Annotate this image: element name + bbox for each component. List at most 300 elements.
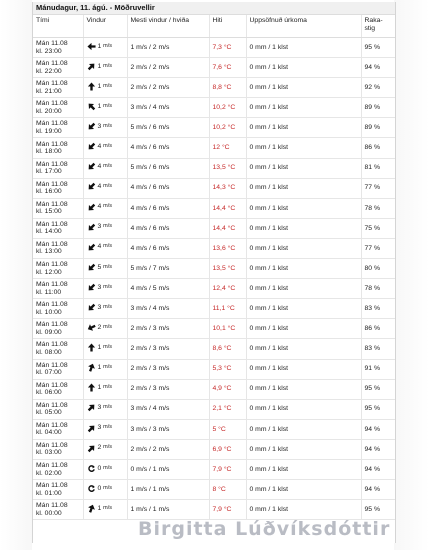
precipitation-cell: 0 mm / 1 klst <box>246 118 361 138</box>
humidity-cell: 86 % <box>361 138 395 158</box>
precipitation-cell: 0 mm / 1 klst <box>246 480 361 500</box>
table-header-row <box>33 15 395 38</box>
temperature-cell: 13,5 °C <box>209 259 246 279</box>
table-row <box>33 98 395 118</box>
humidity-cell: 95 % <box>361 399 395 419</box>
wind-speed: 1 <box>97 504 102 512</box>
wind-direction-arrow-icon <box>87 383 96 392</box>
precipitation-cell: 0 mm / 1 klst <box>246 339 361 359</box>
temperature-cell: 10,1 °C <box>209 319 246 339</box>
temperature-cell: 7,9 °C <box>209 500 246 520</box>
temperature-cell: 13,6 °C <box>209 238 246 258</box>
wind-direction-arrow-icon <box>87 122 96 131</box>
temperature-cell: 4,9 °C <box>209 379 246 399</box>
gust-cell: 5 m/s / 6 m/s <box>127 118 209 138</box>
humidity-cell: 81 % <box>361 158 395 178</box>
humidity-cell: 89 % <box>361 98 395 118</box>
wind-unit: m/s <box>103 424 113 431</box>
table-row <box>33 178 395 198</box>
gust-cell: 1 m/s / 1 m/s <box>127 480 209 500</box>
precipitation-cell: 0 mm / 1 klst <box>246 359 361 379</box>
table-row <box>33 459 395 479</box>
time-cell <box>33 279 83 299</box>
gust-cell: 2 m/s / 2 m/s <box>127 439 209 459</box>
precipitation-cell: 0 mm / 1 klst <box>246 379 361 399</box>
humidity-cell: 94 % <box>361 480 395 500</box>
gust-cell: 4 m/s / 6 m/s <box>127 218 209 238</box>
table-row <box>33 38 395 58</box>
time-cell <box>33 138 83 158</box>
wind-direction-arrow-icon <box>87 203 96 212</box>
wind-unit: m/s <box>103 223 113 230</box>
time-cell <box>33 379 83 399</box>
wind-unit: m/s <box>103 484 113 491</box>
col-header-time: Tími <box>33 15 83 38</box>
wind-cell <box>83 138 127 158</box>
precipitation-cell: 0 mm / 1 klst <box>246 158 361 178</box>
wind-unit: m/s <box>103 444 113 451</box>
row-time: kl. 02:00 <box>36 469 62 477</box>
row-time: kl. 20:00 <box>36 107 62 115</box>
row-date: Mán 11.08 <box>36 361 68 369</box>
wind-direction-arrow-icon <box>87 243 96 252</box>
row-date: Mán 11.08 <box>36 321 68 329</box>
wind-speed: 4 <box>97 243 102 251</box>
humidity-cell: 80 % <box>361 259 395 279</box>
wind-unit: m/s <box>103 122 113 129</box>
col-header-precip: Uppsöfnuð úrkoma <box>246 15 361 38</box>
table-row <box>33 359 395 379</box>
humidity-cell: 86 % <box>361 319 395 339</box>
weather-observations-panel <box>32 2 396 543</box>
col-header-humidity <box>361 15 395 38</box>
table-row <box>33 58 395 78</box>
gust-cell: 4 m/s / 6 m/s <box>127 178 209 198</box>
wind-cell <box>83 158 127 178</box>
wind-cell <box>83 78 127 98</box>
gust-cell: 2 m/s / 3 m/s <box>127 379 209 399</box>
humidity-cell: 89 % <box>361 118 395 138</box>
wind-cell <box>83 419 127 439</box>
table-row <box>33 118 395 138</box>
row-time: kl. 19:00 <box>36 127 62 135</box>
wind-speed: 3 <box>97 303 102 311</box>
humidity-cell: 94 % <box>361 419 395 439</box>
gust-cell: 2 m/s / 3 m/s <box>127 319 209 339</box>
table-row <box>33 158 395 178</box>
wind-unit: m/s <box>103 504 113 511</box>
gust-cell: 2 m/s / 3 m/s <box>127 339 209 359</box>
wind-unit: m/s <box>103 102 113 109</box>
humidity-cell: 95 % <box>361 379 395 399</box>
wind-cell <box>83 259 127 279</box>
wind-cell <box>83 359 127 379</box>
temperature-cell: 10,2 °C <box>209 118 246 138</box>
wind-unit: m/s <box>103 203 113 210</box>
col-header-humidity-line1: Raka- <box>364 17 383 24</box>
temperature-cell: 14,4 °C <box>209 218 246 238</box>
humidity-cell: 83 % <box>361 339 395 359</box>
row-date: Mán 11.08 <box>36 281 68 289</box>
table-row <box>33 339 395 359</box>
gust-cell: 3 m/s / 3 m/s <box>127 419 209 439</box>
time-cell <box>33 178 83 198</box>
temperature-cell: 7,6 °C <box>209 58 246 78</box>
time-cell <box>33 218 83 238</box>
wind-unit: m/s <box>103 364 113 371</box>
row-date: Mán 11.08 <box>36 200 68 208</box>
table-row <box>33 319 395 339</box>
precipitation-cell: 0 mm / 1 klst <box>246 439 361 459</box>
left-margin <box>0 0 32 550</box>
wind-direction-arrow-icon <box>87 182 96 191</box>
row-date: Mán 11.08 <box>36 60 68 68</box>
row-date: Mán 11.08 <box>36 341 68 349</box>
table-row <box>33 419 395 439</box>
gust-cell: 4 m/s / 6 m/s <box>127 198 209 218</box>
row-time: kl. 11:00 <box>36 288 62 296</box>
gust-cell: 3 m/s / 4 m/s <box>127 299 209 319</box>
row-date: Mán 11.08 <box>36 441 68 449</box>
row-date: Mán 11.08 <box>36 401 68 409</box>
wind-unit: m/s <box>103 263 113 270</box>
humidity-cell: 83 % <box>361 299 395 319</box>
precipitation-cell: 0 mm / 1 klst <box>246 238 361 258</box>
humidity-cell: 77 % <box>361 178 395 198</box>
row-date: Mán 11.08 <box>36 482 68 490</box>
time-cell <box>33 439 83 459</box>
col-header-wind: Vindur <box>83 15 127 38</box>
time-cell <box>33 259 83 279</box>
time-cell <box>33 459 83 479</box>
precipitation-cell: 0 mm / 1 klst <box>246 58 361 78</box>
row-time: kl. 17:00 <box>36 168 62 176</box>
wind-cell <box>83 459 127 479</box>
wind-speed: 3 <box>97 223 102 231</box>
table-row <box>33 500 395 520</box>
precipitation-cell: 0 mm / 1 klst <box>246 319 361 339</box>
wind-direction-arrow-icon <box>87 223 96 232</box>
wind-speed: 3 <box>97 404 102 412</box>
wind-cell <box>83 339 127 359</box>
wind-speed: 4 <box>97 183 102 191</box>
time-cell <box>33 198 83 218</box>
row-time: kl. 16:00 <box>36 188 62 196</box>
row-time: kl. 05:00 <box>36 409 62 417</box>
temperature-cell: 5 °C <box>209 419 246 439</box>
gust-cell: 2 m/s / 2 m/s <box>127 78 209 98</box>
temperature-cell: 7,3 °C <box>209 38 246 58</box>
row-date: Mán 11.08 <box>36 220 68 228</box>
wind-speed: 4 <box>97 203 102 211</box>
time-cell <box>33 158 83 178</box>
photographer-watermark: Birgitta Lúðvíksdóttir <box>138 518 391 540</box>
time-cell <box>33 399 83 419</box>
temperature-cell: 2,1 °C <box>209 399 246 419</box>
gust-cell: 4 m/s / 5 m/s <box>127 279 209 299</box>
humidity-cell: 75 % <box>361 218 395 238</box>
gust-cell: 1 m/s / 2 m/s <box>127 38 209 58</box>
precipitation-cell: 0 mm / 1 klst <box>246 138 361 158</box>
wind-unit: m/s <box>103 143 113 150</box>
wind-direction-arrow-icon <box>87 403 96 412</box>
wind-cell <box>83 500 127 520</box>
precipitation-cell: 0 mm / 1 klst <box>246 98 361 118</box>
wind-direction-arrow-icon <box>87 82 96 91</box>
precipitation-cell: 0 mm / 1 klst <box>246 38 361 58</box>
col-header-temp: Hiti <box>209 15 246 38</box>
wind-direction-arrow-icon <box>87 504 96 513</box>
wind-speed: 1 <box>97 384 102 392</box>
calm-wind-icon <box>87 484 96 493</box>
wind-unit: m/s <box>103 62 113 69</box>
time-cell <box>33 98 83 118</box>
time-cell <box>33 299 83 319</box>
time-cell <box>33 319 83 339</box>
row-time: kl. 12:00 <box>36 268 62 276</box>
time-cell <box>33 500 83 520</box>
wind-unit: m/s <box>103 464 113 471</box>
row-date: Mán 11.08 <box>36 80 68 88</box>
wind-speed: 4 <box>97 143 102 151</box>
wind-direction-arrow-icon <box>87 363 96 372</box>
gust-cell: 3 m/s / 4 m/s <box>127 98 209 118</box>
table-row <box>33 138 395 158</box>
humidity-cell: 78 % <box>361 198 395 218</box>
time-cell <box>33 238 83 258</box>
row-time: kl. 01:00 <box>36 489 62 497</box>
wind-speed: 1 <box>97 42 102 50</box>
row-date: Mán 11.08 <box>36 240 68 248</box>
wind-speed: 1 <box>97 82 102 90</box>
wind-speed: 1 <box>97 343 102 351</box>
time-cell <box>33 480 83 500</box>
precipitation-cell: 0 mm / 1 klst <box>246 78 361 98</box>
time-cell <box>33 58 83 78</box>
table-row <box>33 399 395 419</box>
row-date: Mán 11.08 <box>36 140 68 148</box>
wind-speed: 2 <box>97 444 102 452</box>
wind-direction-arrow-icon <box>87 283 96 292</box>
time-cell <box>33 419 83 439</box>
temperature-cell: 11,1 °C <box>209 299 246 319</box>
temperature-cell: 8,6 °C <box>209 339 246 359</box>
precipitation-cell: 0 mm / 1 klst <box>246 399 361 419</box>
wind-cell <box>83 58 127 78</box>
row-date: Mán 11.08 <box>36 40 68 48</box>
row-date: Mán 11.08 <box>36 120 68 128</box>
wind-unit: m/s <box>103 283 113 290</box>
temperature-cell: 13,5 °C <box>209 158 246 178</box>
gust-cell: 5 m/s / 7 m/s <box>127 259 209 279</box>
row-date: Mán 11.08 <box>36 421 68 429</box>
wind-unit: m/s <box>103 303 113 310</box>
table-row <box>33 259 395 279</box>
time-cell <box>33 38 83 58</box>
table-row <box>33 439 395 459</box>
right-margin <box>394 0 429 550</box>
precipitation-cell: 0 mm / 1 klst <box>246 459 361 479</box>
wind-speed: 1 <box>97 364 102 372</box>
wind-unit: m/s <box>103 42 113 49</box>
gust-cell: 0 m/s / 1 m/s <box>127 459 209 479</box>
temperature-cell: 10,2 °C <box>209 98 246 118</box>
row-time: kl. 21:00 <box>36 87 62 95</box>
row-time: kl. 00:00 <box>36 509 62 517</box>
wind-direction-arrow-icon <box>87 323 96 332</box>
wind-cell <box>83 439 127 459</box>
row-time: kl. 13:00 <box>36 248 62 256</box>
temperature-cell: 8,8 °C <box>209 78 246 98</box>
row-date: Mán 11.08 <box>36 100 68 108</box>
table-row <box>33 238 395 258</box>
wind-cell <box>83 299 127 319</box>
row-time: kl. 18:00 <box>36 148 62 156</box>
row-date: Mán 11.08 <box>36 462 68 470</box>
row-time: kl. 03:00 <box>36 449 62 457</box>
humidity-cell: 95 % <box>361 500 395 520</box>
gust-cell: 2 m/s / 3 m/s <box>127 359 209 379</box>
humidity-cell: 77 % <box>361 238 395 258</box>
wind-cell <box>83 480 127 500</box>
table-row <box>33 299 395 319</box>
wind-speed: 2 <box>97 323 102 331</box>
temperature-cell: 5,3 °C <box>209 359 246 379</box>
wind-direction-arrow-icon <box>87 142 96 151</box>
wind-cell <box>83 198 127 218</box>
humidity-cell: 94 % <box>361 459 395 479</box>
wind-unit: m/s <box>103 163 113 170</box>
wind-cell <box>83 319 127 339</box>
wind-cell <box>83 218 127 238</box>
wind-speed: 1 <box>97 102 102 110</box>
temperature-cell: 6,9 °C <box>209 439 246 459</box>
wind-speed: 4 <box>97 163 102 171</box>
humidity-cell: 92 % <box>361 78 395 98</box>
temperature-cell: 8 °C <box>209 480 246 500</box>
col-header-gust: Mesti vindur / hviða <box>127 15 209 38</box>
gust-cell: 2 m/s / 2 m/s <box>127 58 209 78</box>
row-time: kl. 06:00 <box>36 389 62 397</box>
precipitation-cell: 0 mm / 1 klst <box>246 299 361 319</box>
wind-unit: m/s <box>103 404 113 411</box>
wind-unit: m/s <box>103 384 113 391</box>
wind-direction-arrow-icon <box>87 303 96 312</box>
row-date: Mán 11.08 <box>36 261 68 269</box>
wind-direction-arrow-icon <box>87 62 96 71</box>
wind-cell <box>83 238 127 258</box>
time-cell <box>33 339 83 359</box>
table-row <box>33 480 395 500</box>
table-row <box>33 379 395 399</box>
wind-cell <box>83 178 127 198</box>
wind-unit: m/s <box>103 343 113 350</box>
precipitation-cell: 0 mm / 1 klst <box>246 178 361 198</box>
row-time: kl. 23:00 <box>36 47 62 55</box>
precipitation-cell: 0 mm / 1 klst <box>246 259 361 279</box>
wind-unit: m/s <box>103 243 113 250</box>
row-time: kl. 14:00 <box>36 228 62 236</box>
wind-direction-arrow-icon <box>87 424 96 433</box>
row-time: kl. 07:00 <box>36 369 62 377</box>
observations-table <box>33 15 395 520</box>
precipitation-cell: 0 mm / 1 klst <box>246 419 361 439</box>
row-time: kl. 22:00 <box>36 67 62 75</box>
wind-direction-arrow-icon <box>87 162 96 171</box>
gust-cell: 5 m/s / 6 m/s <box>127 158 209 178</box>
day-location-title: Mánudagur, 11. ágú. - Möðruvellir <box>33 2 395 15</box>
time-cell <box>33 78 83 98</box>
table-row <box>33 218 395 238</box>
wind-unit: m/s <box>103 82 113 89</box>
row-time: kl. 08:00 <box>36 348 62 356</box>
col-header-humidity-line2: stig <box>364 25 376 32</box>
temperature-cell: 14,3 °C <box>209 178 246 198</box>
gust-cell: 1 m/s / 1 m/s <box>127 500 209 520</box>
wind-cell <box>83 98 127 118</box>
table-row <box>33 198 395 218</box>
row-time: kl. 10:00 <box>36 308 62 316</box>
row-date: Mán 11.08 <box>36 160 68 168</box>
wind-direction-arrow-icon <box>87 444 96 453</box>
wind-direction-arrow-icon <box>87 263 96 272</box>
humidity-cell: 94 % <box>361 439 395 459</box>
gust-cell: 4 m/s / 6 m/s <box>127 238 209 258</box>
row-time: kl. 09:00 <box>36 328 62 336</box>
table-row <box>33 78 395 98</box>
wind-cell <box>83 38 127 58</box>
gust-cell: 3 m/s / 4 m/s <box>127 399 209 419</box>
humidity-cell: 78 % <box>361 279 395 299</box>
row-date: Mán 11.08 <box>36 180 68 188</box>
row-time: kl. 15:00 <box>36 208 62 216</box>
wind-speed: 1 <box>97 62 102 70</box>
wind-speed: 5 <box>97 263 102 271</box>
temperature-cell: 12,4 °C <box>209 279 246 299</box>
row-date: Mán 11.08 <box>36 502 68 510</box>
row-date: Mán 11.08 <box>36 301 68 309</box>
wind-cell <box>83 379 127 399</box>
table-row <box>33 279 395 299</box>
wind-unit: m/s <box>103 183 113 190</box>
precipitation-cell: 0 mm / 1 klst <box>246 218 361 238</box>
wind-direction-arrow-icon <box>87 42 96 51</box>
humidity-cell: 94 % <box>361 58 395 78</box>
humidity-cell: 91 % <box>361 359 395 379</box>
wind-speed: 3 <box>97 283 102 291</box>
wind-direction-arrow-icon <box>87 102 96 111</box>
wind-speed: 0 <box>97 464 102 472</box>
wind-speed: 3 <box>97 424 102 432</box>
temperature-cell: 7,9 °C <box>209 459 246 479</box>
precipitation-cell: 0 mm / 1 klst <box>246 500 361 520</box>
row-date: Mán 11.08 <box>36 381 68 389</box>
wind-direction-arrow-icon <box>87 343 96 352</box>
precipitation-cell: 0 mm / 1 klst <box>246 279 361 299</box>
gust-cell: 4 m/s / 6 m/s <box>127 138 209 158</box>
wind-unit: m/s <box>103 323 113 330</box>
wind-cell <box>83 279 127 299</box>
wind-cell <box>83 118 127 138</box>
time-cell <box>33 359 83 379</box>
wind-cell <box>83 399 127 419</box>
time-cell <box>33 118 83 138</box>
precipitation-cell: 0 mm / 1 klst <box>246 198 361 218</box>
calm-wind-icon <box>87 464 96 473</box>
wind-speed: 0 <box>97 484 102 492</box>
wind-speed: 3 <box>97 122 102 130</box>
temperature-cell: 14,4 °C <box>209 198 246 218</box>
